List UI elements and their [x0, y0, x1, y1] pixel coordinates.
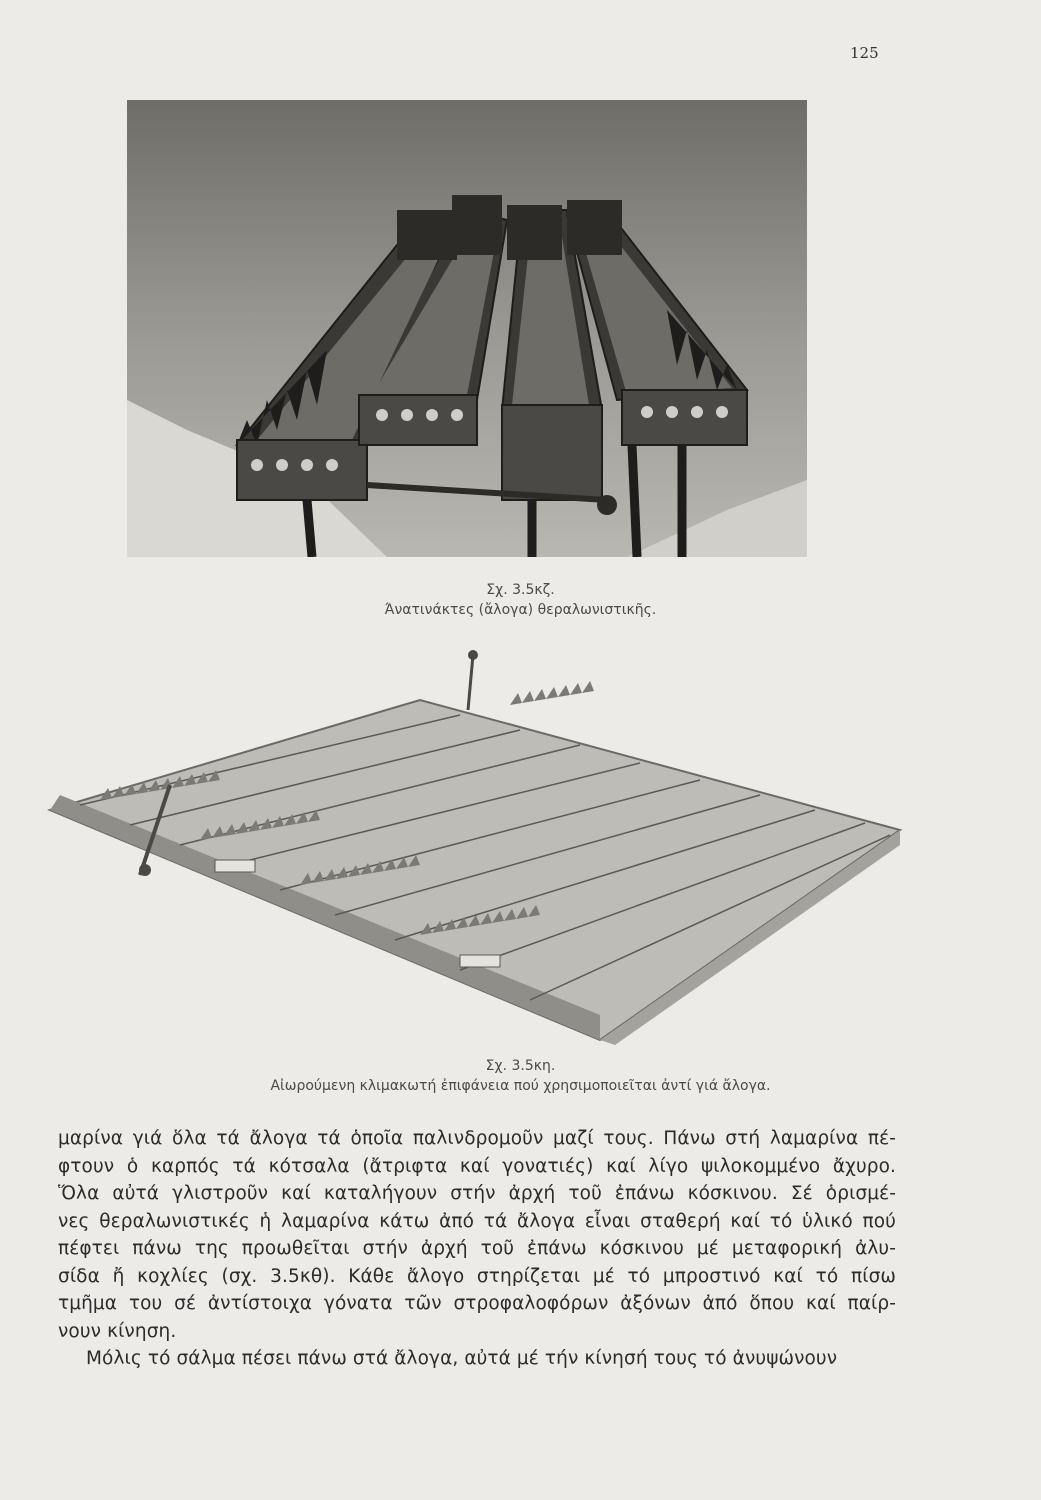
- body-line-paragraph-start: Μόλις τό σάλμα πέσει πάνω στά ἄλογα, αὐτά μέ τήν κίνησή τους τό ἀνυψώνουν: [86, 1348, 838, 1369]
- body-line: Ὅλα αὐτά γλιστροῦν καί καταλήγουν στήν ἀρχή τοῦ ἐπάνω κόσκινου. Σέ ὁρισμέ-: [58, 1183, 896, 1204]
- figure-1-label: Σχ. 3.5κζ.: [486, 582, 555, 598]
- body-line: μαρίνα γιά ὅλα τά ἄλογα τά ὁποῖα παλινδρομοῦν μαζί τους. Πάνω στή λαμαρίνα πέ-: [58, 1128, 896, 1149]
- body-line: πέφτει πάνω της προωθεῖται στήν ἀρχή τοῦ ἐπάνω κόσκινου μέ μεταφορική ἀλυ-: [58, 1238, 896, 1259]
- body-line: τμῆμα του σέ ἀντίστοιχα γόνατα τῶν στροφαλοφόρων ἀξόνων ἀπό ὅπου καί παίρ-: [58, 1293, 896, 1314]
- body-text: [58, 1125, 896, 1373]
- straw-walkers-photo-icon: [127, 100, 807, 557]
- body-line: νες θεραλωνιστικές ἡ λαμαρίνα κάτω ἀπό τά ἄλογα εἶναι σταθερή καί τό ὑλικό πού: [58, 1210, 896, 1232]
- body-line: σίδα ἤ κοχλίες (σχ. 3.5κθ). Κάθε ἄλογο στηρίζεται μέ τό μπροστινό καί τό πίσω: [58, 1265, 896, 1287]
- body-line: νουν κίνηση.: [58, 1320, 177, 1342]
- stepped-surface-photo-icon: [40, 645, 905, 1050]
- figure-photo-stepped-surface: [40, 645, 905, 1050]
- figure-2-label: Σχ. 3.5κη.: [485, 1058, 556, 1074]
- figure-1-text: Άνατινάκτες (ἄλογα) θεραλωνιστικῆς.: [384, 602, 657, 618]
- figure-photo-straw-walkers: [127, 100, 807, 557]
- page-number: 125: [850, 44, 879, 62]
- figure-2-text: Αἰωρούμενη κλιμακωτή ἐπιφάνεια πού χρησιμοποιεῖται ἀντί γιά ἄλογα.: [270, 1078, 771, 1094]
- figure-2-caption: [0, 1056, 1041, 1096]
- figure-1-caption: [0, 580, 1041, 620]
- body-line: φτουν ὁ καρπός τά κότσαλα (ἄτριφτα καί γονατιές) καί λίγο ψιλοκομμένο ἄχυρο.: [58, 1155, 896, 1177]
